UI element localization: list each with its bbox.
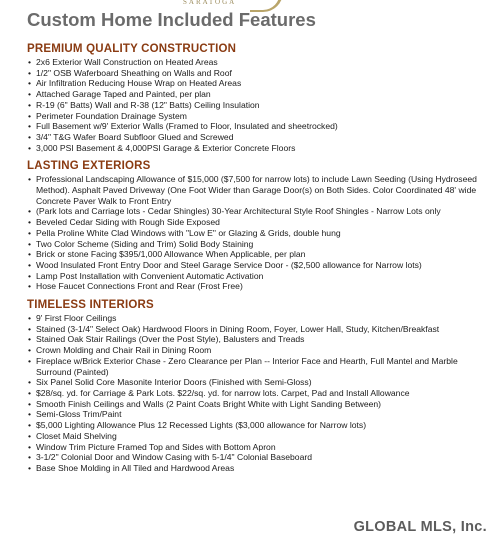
feature-section	[27, 299, 489, 474]
section-heading: PREMIUM QUALITY CONSTRUCTION	[27, 43, 237, 55]
feature-item: • Hose Faucet Connections Front and Rear (Frost Free)	[27, 281, 489, 292]
feature-item: • Perimeter Foundation Drainage System	[27, 111, 489, 122]
feature-item: • 3,000 PSI Basement & 4,000PSI Garage & Exterior Concrete Floors	[27, 143, 489, 154]
logo-fragment: SARATOGA	[183, 0, 237, 6]
feature-item: • Wood Insulated Front Entry Door and Steel Garage Service Door - ($2,500 allowance for Narrow lots)	[27, 260, 489, 271]
feature-list	[27, 313, 489, 474]
feature-item: • Stained Oak Stair Railings (Over the Post Style), Balusters and Treads	[27, 334, 489, 345]
feature-item: • Lamp Post Installation with Convenient Automatic Activation	[27, 271, 489, 282]
feature-item: • 9' First Floor Ceilings	[27, 313, 489, 324]
feature-item: • Six Panel Solid Core Masonite Interior Doors (Finished with Semi-Gloss)	[27, 377, 489, 388]
feature-item: • R-19 (6" Batts) Wall and R-38 (12" Batts) Ceiling Insulation	[27, 100, 489, 111]
feature-item: • 3-1/2" Colonial Door and Window Casing with 5-1/4" Colonial Baseboard	[27, 452, 489, 463]
feature-item: • Air Infiltration Reducing House Wrap on Heated Areas	[27, 78, 489, 89]
feature-item: • $28/sq. yd. for Carriage & Park Lots. $22/sq. yd. for narrow lots. Carpet, Pad and Install Allowance	[27, 388, 489, 399]
feature-list	[27, 174, 489, 292]
section-heading: LASTING EXTERIORS	[27, 160, 151, 173]
feature-item: • Smooth Finish Ceilings and Walls (2 Paint Coats Bright White with Light Sanding Between)	[27, 399, 489, 410]
section-heading: TIMELESS INTERIORS	[27, 299, 154, 312]
feature-item: • Beveled Cedar Siding with Rough Side Exposed	[27, 217, 489, 228]
feature-section	[27, 43, 489, 153]
feature-item: • Semi-Gloss Trim/Paint	[27, 409, 489, 420]
feature-item: • Professional Landscaping Allowance of $15,000 ($7,500 for narrow lots) to include Lawn Seeding (Using Hydroseed Method). Asphalt Paved Driveway (One Foot Wider than Garage Door(s) on Both Sides. Color Coordinated 48' wide Concrete Paver Walk to Front Entry	[27, 174, 489, 206]
feature-item: • Full Basement w/9' Exterior Walls (Framed to Floor, Insulated and sheetrocked)	[27, 121, 489, 132]
feature-item: • Attached Garage Taped and Painted, per plan	[27, 89, 489, 100]
feature-item: • Window Trim Picture Framed Top and Sides with Bottom Apron	[27, 442, 489, 453]
feature-item: • Two Color Scheme (Siding and Trim) Solid Body Staining	[27, 239, 489, 250]
feature-item: • 2x6 Exterior Wall Construction on Heated Areas	[27, 57, 489, 68]
feature-item: • Closet Maid Shelving	[27, 431, 489, 442]
feature-item: • Crown Molding and Chair Rail in Dining Room	[27, 345, 489, 356]
feature-item: • 1/2" OSB Waferboard Sheathing on Walls and Roof	[27, 68, 489, 79]
feature-item: • Base Shoe Molding in All Tiled and Hardwood Areas	[27, 463, 489, 474]
page-title: Custom Home Included Features	[27, 9, 316, 30]
feature-item: • Fireplace w/Brick Exterior Chase - Zero Clearance per Plan -- Interior Face and Hearth, Full Mantel and Marble Surround (Painted)	[27, 356, 489, 377]
feature-item: • (Park lots and Carriage lots - Cedar Shingles) 30-Year Architectural Style Roof Shingles - Narrow Lots only	[27, 206, 489, 217]
features-list	[27, 43, 489, 481]
feature-item: • Pella Proline White Clad Windows with "Low E" or Glazing & Grids, double hung	[27, 228, 489, 239]
feature-item: • $5,000 Lighting Allowance Plus 12 Recessed Lights ($3,000 allowance for Narrow lots)	[27, 420, 489, 431]
feature-section	[27, 160, 489, 292]
feature-item: • Brick or stone Facing $395/1,000 Allowance When Applicable, per plan	[27, 249, 489, 260]
feature-item: • Stained (3-1/4" Select Oak) Hardwood Floors in Dining Room, Foyer, Lower Hall, Study, Kitchen/Breakfast	[27, 324, 489, 335]
feature-item: • 3/4" T&G Wafer Board Subfloor Glued and Screwed	[27, 132, 489, 143]
feature-list	[27, 57, 489, 153]
watermark: GLOBAL MLS, Inc.	[353, 519, 487, 535]
